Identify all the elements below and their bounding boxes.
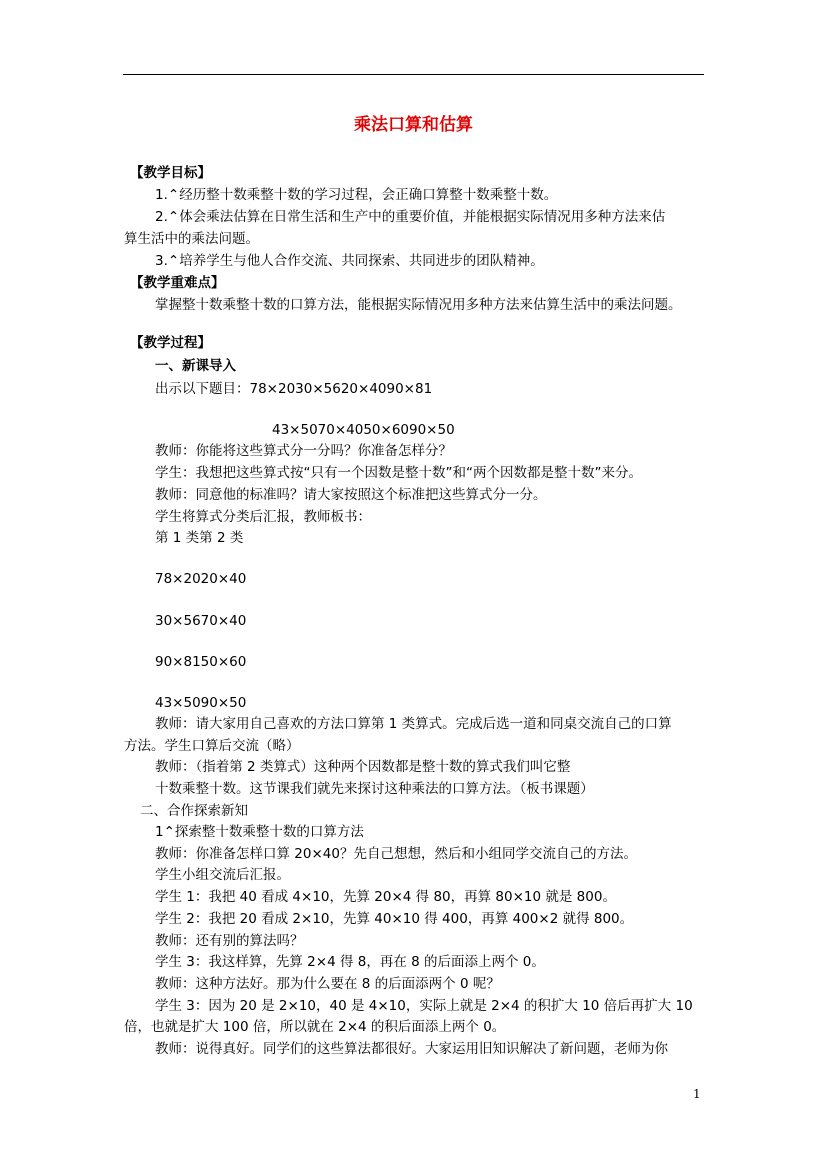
text-line: 学生 2：我把 20 看成 2×10，先算 40×10 得 400，再算 400×2 就得 800。 bbox=[155, 911, 634, 927]
text-line: 90×8150×60 bbox=[155, 654, 247, 670]
text-line: 教师：同意他的标准吗？请大家按照这个标准把这些算式分一分。 bbox=[155, 487, 547, 503]
subsection-intro: 一、新课导入 bbox=[155, 358, 236, 374]
text-line: 学生 3：我这样算，先算 2×4 得 8，再在 8 的后面添上两个 0。 bbox=[155, 954, 545, 970]
goal-2-cont: 算生活中的乘法问题。 bbox=[124, 231, 259, 247]
text-line: 学生：我想把这些算式按“只有一个因数是整十数”和“两个因数都是整十数”来分。 bbox=[155, 465, 642, 481]
text-line: 学生将算式分类后汇报，教师板书： bbox=[155, 509, 371, 525]
text-line: 方法。学生口算后交流（略） bbox=[124, 738, 300, 754]
text-line: 43×5070×4050×6090×50 bbox=[272, 422, 455, 438]
text-line: 1⌃探索整十数乘整十数的口算方法 bbox=[155, 824, 364, 840]
text-line: 教师：说得真好。同学们的这些算法都很好。大家运用旧知识解决了新问题，老师为你 bbox=[155, 1041, 668, 1057]
goal-2: 2.⌃体会乘法估算在日常生活和生产中的重要价值，并能根据实际情况用多种方法来估 bbox=[155, 209, 666, 225]
text-line: 学生 1：我把 40 看成 4×10，先算 20×4 得 80，再算 80×10 就是 800。 bbox=[155, 889, 616, 905]
text-line: 教师：（指着第 2 类算式）这种两个因数都是整十数的算式我们叫它整 bbox=[155, 759, 571, 775]
keypoints-text: 掌握整十数乘整十数的口算方法，能根据实际情况用多种方法来估算生活中的乘法问题。 bbox=[155, 297, 682, 313]
text-line: 出示以下题目：78×2030×5620×4090×81 bbox=[155, 381, 433, 397]
subsection-explore: 二、合作探索新知 bbox=[140, 803, 248, 819]
text-line: 第 1 类第 2 类 bbox=[155, 530, 244, 546]
text-line: 学生 3：因为 20 是 2×10，40 是 4×10，实际上就是 2×4 的积扩大 10 倍后再扩大 10 bbox=[155, 998, 693, 1014]
text-line: 教师：你能将这些算式分一分吗？你准备怎样分？ bbox=[155, 443, 452, 459]
text-line: 学生小组交流后汇报。 bbox=[155, 867, 290, 883]
text-line: 十数乘整十数。这节课我们就先来探讨这种乘法的口算方法。（板书课题） bbox=[155, 781, 594, 797]
text-line: 43×5090×50 bbox=[155, 695, 247, 711]
page-title: 乘法口算和估算 bbox=[354, 115, 473, 135]
text-line: 教师：请大家用自己喜欢的方法口算第 1 类算式。完成后选一道和同桌交流自己的口算 bbox=[155, 716, 672, 732]
text-line: 30×5670×40 bbox=[155, 613, 247, 629]
text-line: 倍，也就是扩大 100 倍，所以就在 2×4 的积后面添上两个 0。 bbox=[124, 1019, 506, 1035]
goal-1: 1.⌃经历整十数乘整十数的学习过程，会正确口算整十数乘整十数。 bbox=[155, 187, 558, 203]
section-heading-goals: 【教学目标】 bbox=[130, 165, 211, 181]
goal-3: 3.⌃培养学生与他人合作交流、共同探索、共同进步的团队精神。 bbox=[155, 253, 544, 269]
section-heading-process: 【教学过程】 bbox=[130, 335, 211, 351]
page-number: 1 bbox=[693, 1087, 701, 1101]
text-line: 教师：还有别的算法吗？ bbox=[155, 933, 304, 949]
header-rule bbox=[123, 74, 704, 75]
section-heading-keypoints: 【教学重难点】 bbox=[130, 275, 225, 291]
text-line: 教师：这种方法好。那为什么要在 8 的后面添两个 0 呢？ bbox=[155, 976, 500, 992]
text-line: 78×2020×40 bbox=[155, 571, 247, 587]
text-line: 教师：你准备怎样口算 20×40？先自己想想，然后和小组同学交流自己的方法。 bbox=[155, 846, 637, 862]
